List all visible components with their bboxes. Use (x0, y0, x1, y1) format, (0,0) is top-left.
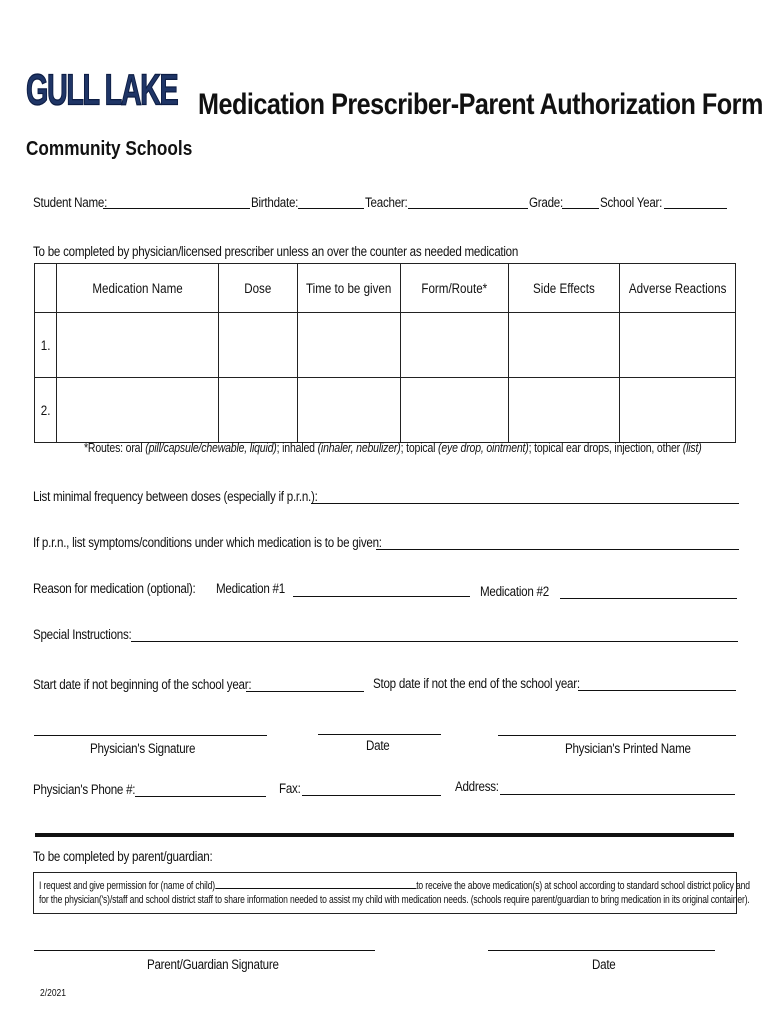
fax-field[interactable] (302, 795, 441, 796)
teacher-field[interactable] (408, 208, 528, 209)
table-header: Side Effects (509, 264, 619, 313)
frequency-label: List minimal frequency between doses (especially if p.r.n.): (33, 489, 318, 504)
start-date-label: Start date if not beginning of the school year: (33, 677, 252, 692)
medication-table (34, 263, 736, 443)
permission-text (39, 878, 750, 892)
start-date-field[interactable] (246, 691, 364, 692)
table-header: Adverse Reactions (619, 264, 735, 313)
table-header: Time to be given (298, 264, 400, 313)
grade-field[interactable] (562, 208, 599, 209)
section-divider (35, 833, 734, 837)
permission-box (33, 872, 750, 914)
student-name-field[interactable] (103, 208, 250, 209)
table-cell[interactable] (56, 378, 218, 443)
routes-text: (eye drop, ointment) (438, 441, 529, 455)
grade-label: Grade: (529, 195, 563, 210)
routes-text: ; inhaled (276, 441, 318, 455)
table-cell[interactable] (619, 313, 735, 378)
prn-field[interactable] (376, 549, 739, 550)
table-cell[interactable] (619, 378, 735, 443)
school-year-label: School Year: (600, 195, 663, 210)
phone-field[interactable] (135, 796, 266, 797)
signature-date-label: Date (366, 738, 390, 753)
row-number: 1. (35, 313, 57, 378)
table-header: Dose (218, 264, 298, 313)
reason-label: Reason for medication (optional): (33, 581, 196, 596)
table-cell[interactable] (218, 313, 298, 378)
table-cell[interactable] (298, 378, 400, 443)
prescriber-note: To be completed by physician/licensed prescriber unless an over the counter as needed medication (33, 244, 519, 259)
fax-label: Fax: (279, 781, 301, 796)
birthdate-label: Birthdate: (251, 195, 299, 210)
physician-printed-name-label: Physician's Printed Name (565, 741, 691, 756)
table-cell[interactable] (56, 313, 218, 378)
address-field[interactable] (500, 794, 735, 795)
physician-printed-name-field[interactable] (498, 735, 736, 736)
table-header-row (35, 264, 736, 313)
special-instructions-label: Special Instructions: (33, 627, 132, 642)
child-name-field[interactable] (215, 878, 416, 889)
table-header: Form/Route* (400, 264, 509, 313)
student-name-label: Student Name: (33, 195, 108, 210)
table-header-number (35, 264, 57, 313)
table-row (35, 378, 736, 443)
table-cell[interactable] (509, 313, 619, 378)
address-label: Address: (455, 779, 499, 794)
routes-text: (list) (682, 441, 702, 455)
routes-text: ; topical (400, 441, 439, 455)
logo-subtitle: Community Schools (26, 138, 193, 160)
table-cell[interactable] (400, 378, 509, 443)
permission-text-a: I request and give permission for (name of child) (39, 880, 215, 892)
special-instructions-field[interactable] (131, 641, 738, 642)
permission-text-b: to receive the above medication(s) at school according to standard school district policy and (416, 880, 750, 892)
routes-text: ; topical ear drops, injection, other (528, 441, 683, 455)
row-number: 2. (35, 378, 57, 443)
table-cell[interactable] (400, 313, 509, 378)
table-row (35, 313, 736, 378)
parent-section-heading: To be completed by parent/guardian: (33, 849, 213, 864)
version-label: 2/2021 (40, 988, 67, 999)
table-cell[interactable] (218, 378, 298, 443)
physician-signature-field[interactable] (34, 735, 267, 736)
routes-text: (pill/capsule/chewable, liquid) (145, 441, 277, 455)
routes-text: *Routes: oral (84, 441, 146, 455)
teacher-label: Teacher: (365, 195, 408, 210)
stop-date-field[interactable] (578, 690, 736, 691)
table-header: Medication Name (56, 264, 218, 313)
physician-signature-label: Physician's Signature (90, 741, 196, 756)
medication1-field[interactable] (293, 596, 470, 597)
parent-date-field[interactable] (488, 950, 715, 951)
table-cell[interactable] (509, 378, 619, 443)
signature-date-field[interactable] (318, 734, 441, 735)
frequency-field[interactable] (311, 503, 739, 504)
medication2-field[interactable] (560, 598, 737, 599)
birthdate-field[interactable] (298, 208, 364, 209)
parent-signature-label: Parent/Guardian Signature (147, 957, 279, 972)
parent-date-label: Date (592, 957, 616, 972)
phone-label: Physician's Phone #: (33, 782, 136, 797)
stop-date-label: Stop date if not the end of the school year: (373, 676, 580, 691)
medication2-label: Medication #2 (480, 584, 549, 599)
parent-signature-field[interactable] (34, 950, 375, 951)
table-cell[interactable] (298, 313, 400, 378)
routes-text: (inhaler, nebulizer) (317, 441, 401, 455)
permission-text-line2: for the physician('s)/staff and school district staff to share information needed to assist my child with medication needs. (schools require parent/guardian to bring medication in its original container). (39, 894, 750, 906)
routes-note (84, 441, 702, 455)
medication1-label: Medication #1 (216, 581, 285, 596)
school-year-field[interactable] (664, 208, 727, 209)
logo-wordmark: GULL LAKE (26, 66, 178, 115)
prn-label: If p.r.n., list symptoms/conditions under which medication is to be given: (33, 535, 382, 550)
page-title: Medication Prescriber-Parent Authorization Form (198, 88, 763, 121)
